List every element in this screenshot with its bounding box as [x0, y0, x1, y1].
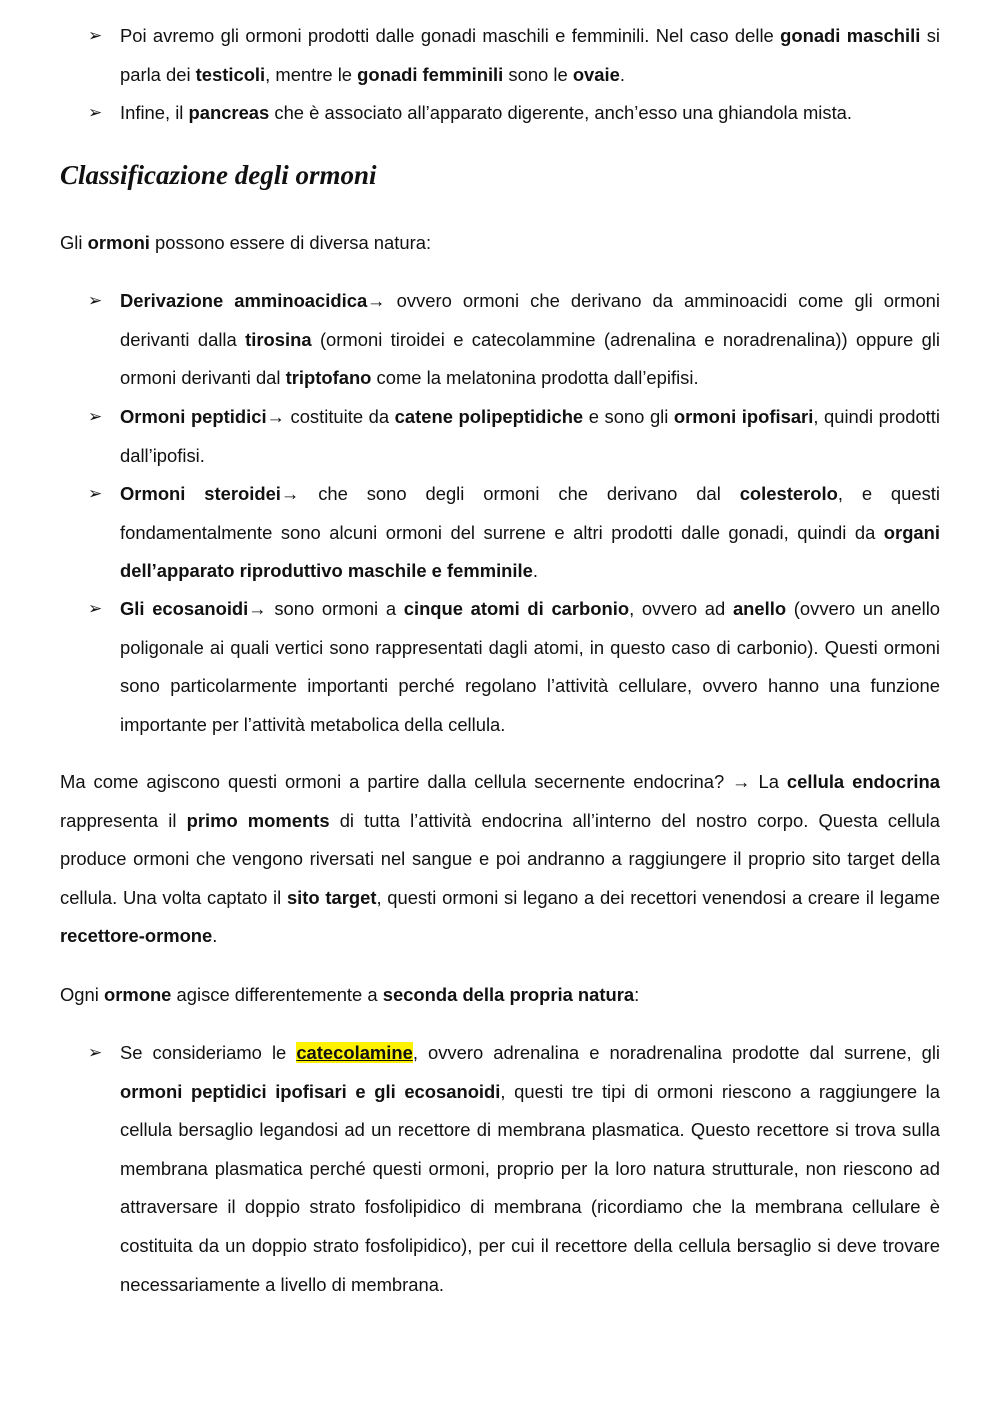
list-item-ecosanoidi: Gli ecosanoidi→ sono ormoni a cinque atomi di carbonio, ovvero ad anello (ovvero un anello poligonale ai quali vertici sono rappresentati dagli atomi, in questo caso di carbonio). Questi ormoni sono particolarmente importanti perché regolano l’attività cellulare, ovvero hanno una funzione importante per l’attività metabolica della cellula.: [120, 598, 941, 735]
bullet-icon: ➢: [88, 484, 103, 503]
action-paragraph: Ogni ormone agisce differentemente a seconda della propria natura:: [60, 984, 640, 1005]
bullet-icon: ➢: [88, 599, 103, 618]
list-item-steroidei: Ormoni steroidei→ che sono degli ormoni che derivano dal colesterolo, e questi fondamentalmente sono alcuni ormoni del surrene e altri prodotti dalle gonadi, quindi da organi dell’apparato riproduttivo maschile e femminile.: [120, 483, 940, 582]
bullet-icon: ➢: [88, 103, 103, 122]
bullet-icon: ➢: [88, 26, 103, 45]
mechanism-paragraph: Ma come agiscono questi ormoni a partire dalla cellula secernente endocrina? → La cellula endocrina rappresenta il primo moments di tutta l’attività endocrina all’interno del nostro corpo. Questa cellula produce ormoni che vengono riversati nel sangue e poi andranno a raggiungere il proprio sito target della cellula. Una volta captato il sito target, questi ormoni si legano a dei recettori venendosi a creare il legame recettore-ormone.: [60, 771, 940, 947]
list-item-pancreas: Infine, il pancreas che è associato all’apparato digerente, anch’esso una ghiandola mista.: [120, 102, 853, 123]
list-item-catecolamine: Se consideriamo le catecolamine, ovvero adrenalina e noradrenalina prodotte dal surrene, gli ormoni peptidici ipofisari e gli ecosanoidi, questi tre tipi di ormoni riescono a raggiungere la cellula bersaglio legandosi ad un recettore di membrana plasmatica. Questo recettore si trova sulla membrana plasmatica perché questi ormoni, proprio per la loro natura strutturale, non riescono ad attraversare il doppio strato fosfolipidico di membrana (ricordiamo che la membrana cellulare è costituita da un doppio strato fosfolipidico), per cui il recettore della cellula bersaglio si deve trovare necessariamente a livello di membrana.: [120, 1042, 941, 1295]
highlighted-term: catecolamine: [296, 1042, 413, 1063]
list-item-amminoacidica: Derivazione amminoacidica→ ovvero ormoni che derivano da amminoacidi come gli ormoni derivanti dalla tirosina (ormoni tiroidei e catecolammine (adrenalina e noradrenalina)) oppure gli ormoni derivanti dal triptofano come la melatonina prodotta dall’epifisi.: [120, 290, 940, 389]
list-item-gonadi: Poi avremo gli ormoni prodotti dalle gonadi maschili e femminili. Nel caso delle gonadi maschili si parla dei testicoli, mentre le gonadi femminili sono le ovaie.: [120, 25, 940, 85]
list-item-peptidici: Ormoni peptidici→ costituite da catene polipeptidiche e sono gli ormoni ipofisari, quindi prodotti dall’ipofisi.: [120, 406, 940, 466]
bullet-icon: ➢: [88, 291, 103, 310]
intro-paragraph: Gli ormoni possono essere di diversa natura:: [60, 232, 432, 253]
bullet-icon: ➢: [88, 407, 103, 426]
bullet-icon: ➢: [88, 1043, 103, 1062]
section-title: Classificazione degli ormoni: [60, 160, 377, 190]
